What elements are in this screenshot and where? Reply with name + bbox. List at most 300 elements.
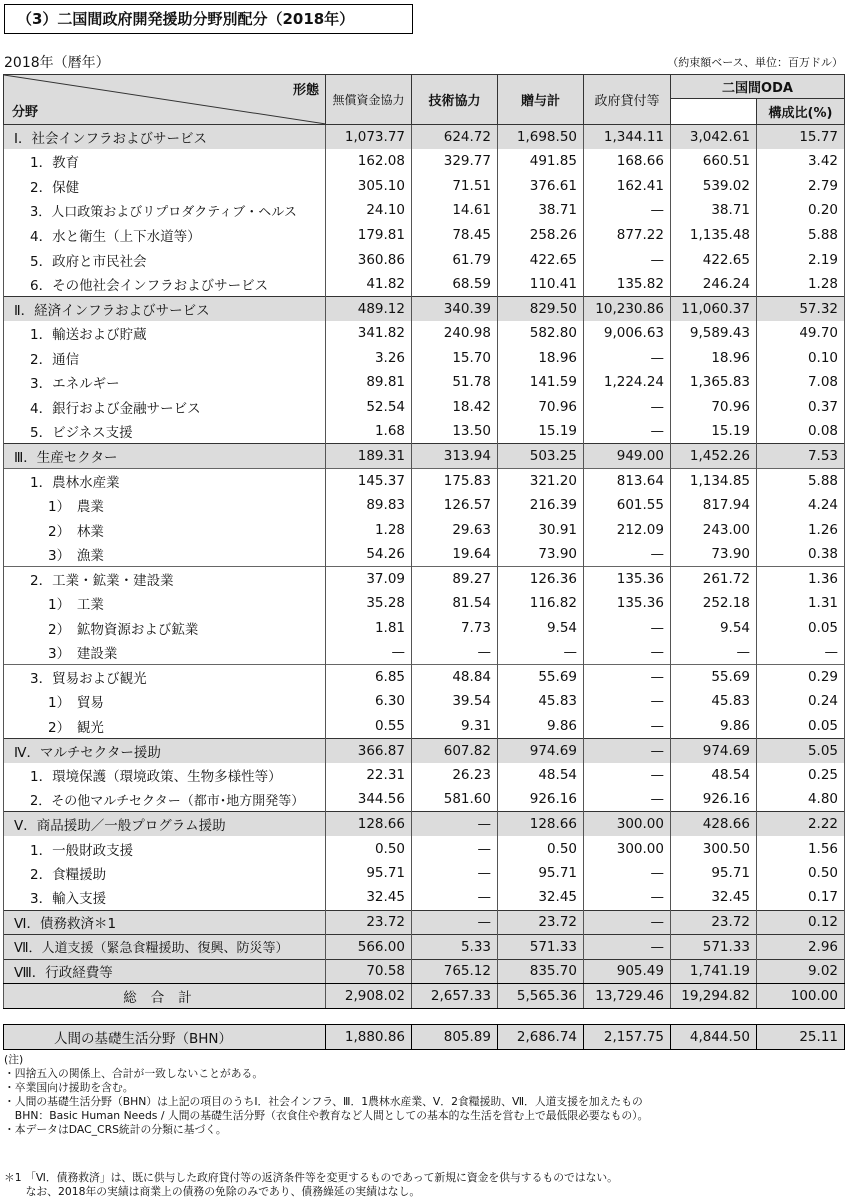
row-value: 179.81 [326,223,412,248]
subsection-row [4,665,845,690]
row-label: 4．銀行および金融サービス [4,395,326,420]
row-value: 45.83 [498,689,584,714]
row-value: 624.72 [412,125,498,150]
row-label: Ⅵ．債務救済＊1 [4,910,326,935]
row-label: 2．保健 [4,174,326,199]
row-value: — [412,861,498,886]
row-value: 817.94 [671,493,757,518]
row-label: 2．食糧援助 [4,861,326,886]
row-value: 1.56 [757,836,845,861]
table-row [4,787,845,812]
row-value: — [584,935,671,960]
note-line: ・人間の基礎生活分野（BHN）は上記の項目のうちⅠ．社会インフラ、Ⅲ．1農林水産業、Ⅴ．2食糧援助、Ⅶ．人道支援を加えたもの [4,1094,643,1108]
row-label: 4．水と衛生（上下水道等） [4,223,326,248]
row-value: 582.80 [498,321,584,346]
row-label: 2．通信 [4,345,326,370]
row-value: 71.51 [412,174,498,199]
row-value: 126.36 [498,566,584,591]
row-value: — [584,640,671,665]
row-value: 1,224.24 [584,370,671,395]
row-value: 32.45 [671,885,757,910]
row-label: Ⅷ．行政経費等 [4,959,326,984]
header-field: 分野 [12,105,39,120]
row-value: 78.45 [412,223,498,248]
row-value: 1.36 [757,566,845,591]
row-value: 9,006.63 [584,321,671,346]
row-value: 1,344.11 [584,125,671,150]
row-value: 376.61 [498,174,584,199]
row-value: 300.50 [671,836,757,861]
bhn-label: 人間の基礎生活分野（BHN） [4,1025,326,1050]
row-value: 0.37 [757,395,845,420]
row-label: 1） 工業 [4,591,326,616]
row-value: 6.85 [326,665,412,690]
row-value: 503.25 [498,444,584,469]
row-value: 30.91 [498,517,584,542]
row-value: 175.83 [412,468,498,493]
row-value: — [671,640,757,665]
note-line: ・四捨五入の関係上、合計が一致しないことがある。 [4,1066,264,1080]
row-value: 48.54 [498,763,584,788]
bhn-table [3,1024,845,1050]
row-value: 9.54 [671,615,757,640]
row-value: 5.88 [757,468,845,493]
header-loan: 政府貸付等 [584,75,671,125]
row-label: 2） 観光 [4,714,326,739]
row-value: 3,042.61 [671,125,757,150]
row-label: 1．輸送および貯蔵 [4,321,326,346]
section-row [4,738,845,763]
row-value: 135.82 [584,272,671,297]
table-row [4,861,845,886]
row-value: 0.55 [326,714,412,739]
row-value: 1,452.26 [671,444,757,469]
row-label: 3） 漁業 [4,542,326,567]
row-value: 607.82 [412,738,498,763]
row-value: 261.72 [671,566,757,591]
row-value: 539.02 [671,174,757,199]
row-value: 1.81 [326,615,412,640]
row-value: 2.79 [757,174,845,199]
row-value: 2.96 [757,935,845,960]
row-value: 9.86 [498,714,584,739]
table-row [4,149,845,174]
table-row [4,198,845,223]
total-value: 2,657.33 [412,984,498,1009]
row-value: 0.50 [326,836,412,861]
section-row [4,125,845,150]
section-row [4,812,845,837]
table-row [4,591,845,616]
footnote [4,1171,618,1199]
row-value: 1.26 [757,517,845,542]
row-value: 70.96 [671,395,757,420]
row-label: 6．その他社会インフラおよびサービス [4,272,326,297]
table-row [4,395,845,420]
row-value: 41.82 [326,272,412,297]
row-value: — [584,419,671,444]
row-value: — [584,910,671,935]
row-value: 2.22 [757,812,845,837]
table-row [4,272,845,297]
row-value: 128.66 [326,812,412,837]
row-value: 14.61 [412,198,498,223]
row-value: 70.58 [326,959,412,984]
row-value: 216.39 [498,493,584,518]
row-value: 428.66 [671,812,757,837]
header-corner [4,75,326,125]
row-value: 57.32 [757,296,845,321]
row-value: 15.19 [671,419,757,444]
row-value: 5.88 [757,223,845,248]
row-value: — [412,885,498,910]
year-label: 2018年（暦年） [4,55,110,71]
header-grant-total: 贈与計 [498,75,584,125]
row-value: 70.96 [498,395,584,420]
total-value: 2,908.02 [326,984,412,1009]
table-row [4,517,845,542]
row-value: 81.54 [412,591,498,616]
row-value: 571.33 [671,935,757,960]
header-ratio: 構成比(%) [757,99,845,125]
row-value: 49.70 [757,321,845,346]
row-value: 3.26 [326,345,412,370]
row-label: Ⅰ．社会インフラおよびサービス [4,125,326,150]
table-row [4,174,845,199]
row-value: 18.96 [671,345,757,370]
row-value: 974.69 [671,738,757,763]
row-value: 51.78 [412,370,498,395]
table-row [4,763,845,788]
bhn-value: 2,157.75 [584,1025,671,1050]
header-oda: 二国間ODA [671,75,845,99]
row-value: 340.39 [412,296,498,321]
row-value: 61.79 [412,247,498,272]
note-line: (注) [4,1053,24,1066]
row-value: 5.05 [757,738,845,763]
bhn-value: 805.89 [412,1025,498,1050]
row-value: 321.20 [498,468,584,493]
table-row [4,689,845,714]
row-value: 313.94 [412,444,498,469]
row-value: 15.70 [412,345,498,370]
row-value: — [584,787,671,812]
row-label: 1．農林水産業 [4,468,326,493]
footnote-line: ＊1 「Ⅵ．債務救済」は、既に供与した政府貸付等の返済条件等を変更するものであって新規に資金を供与するものではない。 [4,1171,618,1184]
total-value: 5,565.36 [498,984,584,1009]
row-value: 329.77 [412,149,498,174]
row-value: — [412,640,498,665]
row-value: 1,134.85 [671,468,757,493]
row-value: 48.54 [671,763,757,788]
row-value: 168.66 [584,149,671,174]
table-row [4,714,845,739]
page-title: （3）二国間政府開発援助分野別配分（2018年） [4,4,413,34]
bhn-value: 1,880.86 [326,1025,412,1050]
table-row [4,615,845,640]
row-value: 9.86 [671,714,757,739]
row-value: — [584,738,671,763]
row-value: 19.64 [412,542,498,567]
row-value: 341.82 [326,321,412,346]
row-label: 1．環境保護（環境政策、生物多様性等） [4,763,326,788]
oda-sector-table [3,74,845,1009]
row-value: 4.24 [757,493,845,518]
row-value: 95.71 [671,861,757,886]
row-value: 813.64 [584,468,671,493]
row-value: 949.00 [584,444,671,469]
section-row [4,444,845,469]
row-value: 0.50 [757,861,845,886]
row-value: — [584,714,671,739]
row-value: 22.31 [326,763,412,788]
bhn-row [4,1025,845,1050]
row-value: 18.96 [498,345,584,370]
row-value: 110.41 [498,272,584,297]
row-label: 2．工業・鉱業・建設業 [4,566,326,591]
row-label: 3．エネルギー [4,370,326,395]
row-value: 39.54 [412,689,498,714]
row-value: 3.42 [757,149,845,174]
table-row [4,836,845,861]
table-row [4,640,845,665]
row-label: Ⅱ．経済インフラおよびサービス [4,296,326,321]
row-value: 73.90 [498,542,584,567]
row-value: 55.69 [671,665,757,690]
row-value: 32.45 [498,885,584,910]
footnote-line: なお、2018年の実績は商業上の債務の免除のみであり、債務繰延の実績はなし。 [4,1185,421,1198]
row-value: 135.36 [584,591,671,616]
row-value: 829.50 [498,296,584,321]
row-value: 1.31 [757,591,845,616]
row-value: 566.00 [326,935,412,960]
header-tech: 技術協力 [412,75,498,125]
row-value: 68.59 [412,272,498,297]
row-value: 926.16 [498,787,584,812]
row-value: 765.12 [412,959,498,984]
row-value: — [584,345,671,370]
row-value: 252.18 [671,591,757,616]
bhn-value: 25.11 [757,1025,845,1050]
row-label: 1．一般財政支援 [4,836,326,861]
row-value: 905.49 [584,959,671,984]
row-value: 300.00 [584,836,671,861]
row-value: 11,060.37 [671,296,757,321]
row-value: 126.57 [412,493,498,518]
row-value: — [584,395,671,420]
row-value: 52.54 [326,395,412,420]
row-value: — [584,247,671,272]
row-value: 116.82 [498,591,584,616]
row-value: 24.10 [326,198,412,223]
row-value: — [584,615,671,640]
row-label: 3．輸入支援 [4,885,326,910]
row-value: 32.45 [326,885,412,910]
row-value: 55.69 [498,665,584,690]
row-value: 581.60 [412,787,498,812]
row-value: 145.37 [326,468,412,493]
row-value: 0.05 [757,615,845,640]
row-value: 491.85 [498,149,584,174]
row-value: 7.08 [757,370,845,395]
row-value: 15.77 [757,125,845,150]
row-value: 89.27 [412,566,498,591]
section-row [4,959,845,984]
row-value: — [584,885,671,910]
row-value: 344.56 [326,787,412,812]
row-value: — [412,812,498,837]
row-value: 48.84 [412,665,498,690]
row-value: 7.53 [757,444,845,469]
row-label: Ⅳ．マルチセクター援助 [4,738,326,763]
row-value: 4.80 [757,787,845,812]
row-value: 240.98 [412,321,498,346]
row-value: 18.42 [412,395,498,420]
row-value: — [584,689,671,714]
row-value: 128.66 [498,812,584,837]
row-label: 3） 建設業 [4,640,326,665]
row-value: 422.65 [671,247,757,272]
row-value: 212.09 [584,517,671,542]
row-value: — [412,910,498,935]
row-label: Ⅶ．人道支援（緊急食糧援助、復興、防災等） [4,935,326,960]
row-value: 0.50 [498,836,584,861]
row-value: 13.50 [412,419,498,444]
row-value: 45.83 [671,689,757,714]
row-value: — [584,198,671,223]
row-value: — [584,861,671,886]
row-value: 300.00 [584,812,671,837]
row-label: 5．ビジネス支援 [4,419,326,444]
row-value: 162.41 [584,174,671,199]
total-row [4,984,845,1009]
row-value: 422.65 [498,247,584,272]
table-row [4,493,845,518]
row-value: 243.00 [671,517,757,542]
unit-label: （約束額ベース、単位：百万ドル） [667,56,843,69]
row-value: 0.05 [757,714,845,739]
header-grant: 無償資金協力 [326,75,412,125]
row-value: 38.71 [498,198,584,223]
row-value: 571.33 [498,935,584,960]
total-value: 13,729.46 [584,984,671,1009]
row-value: 10,230.86 [584,296,671,321]
table-row [4,345,845,370]
row-value: 0.12 [757,910,845,935]
subsection-row [4,468,845,493]
row-value: 246.24 [671,272,757,297]
row-value: 73.90 [671,542,757,567]
row-value: 601.55 [584,493,671,518]
table-row [4,247,845,272]
row-value: — [412,836,498,861]
row-value: 926.16 [671,787,757,812]
row-label: 3．貿易および観光 [4,665,326,690]
row-label: 2） 林業 [4,517,326,542]
notes [4,1053,648,1136]
diagonal-line [4,75,326,124]
row-value: 0.10 [757,345,845,370]
row-value: 660.51 [671,149,757,174]
row-value: 23.72 [326,910,412,935]
row-value: 1,073.77 [326,125,412,150]
row-value: 95.71 [498,861,584,886]
row-value: 5.33 [412,935,498,960]
row-value: 38.71 [671,198,757,223]
row-value: 0.29 [757,665,845,690]
row-value: — [757,640,845,665]
row-value: 54.26 [326,542,412,567]
table-row [4,223,845,248]
row-value: 9.54 [498,615,584,640]
row-value: 26.23 [412,763,498,788]
row-value: 1,698.50 [498,125,584,150]
row-value: 0.17 [757,885,845,910]
row-value: 1.28 [757,272,845,297]
row-value: 1.68 [326,419,412,444]
row-value: 877.22 [584,223,671,248]
row-value: 189.31 [326,444,412,469]
subsection-row [4,566,845,591]
note-line: ・本データはDAC_CRS統計の分類に基づく。 [4,1122,227,1136]
row-value: 0.08 [757,419,845,444]
row-value: 6.30 [326,689,412,714]
row-value: — [584,763,671,788]
row-label: 2．その他マルチセクター（都市･地方開発等） [4,787,326,812]
row-label: 1．教育 [4,149,326,174]
bhn-value: 4,844.50 [671,1025,757,1050]
row-value: 305.10 [326,174,412,199]
row-value: 23.72 [671,910,757,935]
row-value: 366.87 [326,738,412,763]
section-row [4,910,845,935]
row-label: 1） 農業 [4,493,326,518]
row-value: 489.12 [326,296,412,321]
row-value: 15.19 [498,419,584,444]
row-value: 89.81 [326,370,412,395]
row-value: 7.73 [412,615,498,640]
row-value: 95.71 [326,861,412,886]
row-value: 1.28 [326,517,412,542]
row-value: 9.31 [412,714,498,739]
row-value: 89.83 [326,493,412,518]
table-row [4,542,845,567]
row-value: 135.36 [584,566,671,591]
row-value: 141.59 [498,370,584,395]
row-value: 258.26 [498,223,584,248]
row-value: 360.86 [326,247,412,272]
total-value: 19,294.82 [671,984,757,1009]
row-value: — [584,665,671,690]
row-value: 1,741.19 [671,959,757,984]
row-value: — [326,640,412,665]
note-line: ・卒業国向け援助を含む。 [4,1080,134,1094]
table-row [4,419,845,444]
row-value: 9,589.43 [671,321,757,346]
section-row [4,296,845,321]
row-value: 23.72 [498,910,584,935]
row-value: 1,135.48 [671,223,757,248]
header-form: 形態 [292,83,319,98]
table-row [4,370,845,395]
table-body [4,125,845,984]
row-value: — [498,640,584,665]
bhn-value: 2,686.74 [498,1025,584,1050]
row-value: 0.38 [757,542,845,567]
table-header [4,75,845,125]
row-value: 1,365.83 [671,370,757,395]
row-label: 3．人口政策およびリプロダクティブ・ヘルス [4,198,326,223]
